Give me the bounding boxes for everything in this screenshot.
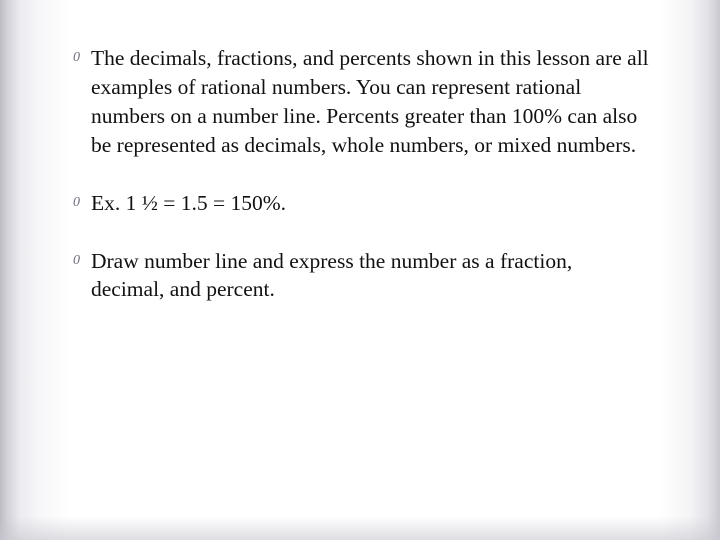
bullet-marker: 0 bbox=[73, 252, 80, 268]
slide-content bbox=[70, 44, 650, 304]
bullet-item bbox=[70, 189, 650, 218]
bullet-text: Draw number line and express the number as a fraction, decimal, and percent. bbox=[91, 248, 573, 302]
bullet-text: Ex. 1 ½ = 1.5 = 150%. bbox=[91, 190, 287, 215]
bullet-item bbox=[70, 247, 650, 305]
bullet-marker: 0 bbox=[73, 194, 80, 210]
bullet-marker: 0 bbox=[73, 50, 80, 65]
bullet-item bbox=[70, 44, 650, 160]
bullet-text: The decimals, fractions, and percents shown in this lesson are all examples of rational numbers. You can represent rational numbers on a number line. Percents greater than 100% can also be represented as decimals, whole numbers, or mixed numbers. bbox=[91, 46, 649, 157]
